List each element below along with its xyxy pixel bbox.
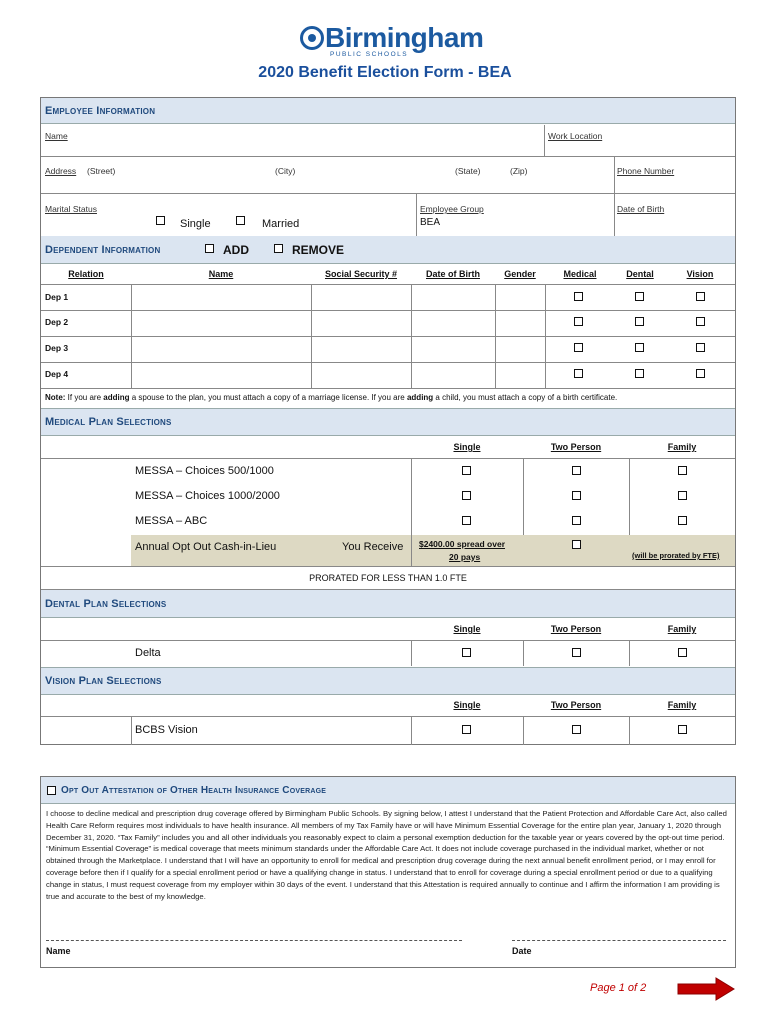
state-label: (State) (455, 166, 481, 176)
medical-plan-choices-500: MESSA – Choices 500/1000 (135, 465, 274, 477)
medical-section-heading: Medical Plan Selections (41, 408, 735, 436)
dep-2-dental-checkbox[interactable] (635, 317, 644, 326)
next-page-arrow-icon[interactable] (676, 976, 736, 1002)
seal-icon (300, 26, 324, 50)
dep-1-vision-checkbox[interactable] (696, 292, 705, 301)
choices-500-two-person-checkbox[interactable] (572, 466, 581, 475)
zip-label: (Zip) (510, 166, 528, 176)
married-label: Married (262, 218, 300, 230)
marital-status-label: Marital Status (45, 204, 97, 214)
dep-2-medical-checkbox[interactable] (574, 317, 583, 326)
delta-family-checkbox[interactable] (678, 648, 687, 657)
remove-label: REMOVE (292, 243, 345, 257)
dep-1-medical-checkbox[interactable] (574, 292, 583, 301)
single-label: Single (180, 218, 211, 230)
dep-4-label: Dep 4 (45, 369, 69, 379)
attestation-checkbox[interactable] (47, 786, 56, 795)
dep-4-medical-checkbox[interactable] (574, 369, 583, 378)
signature-name-label: Name (46, 946, 71, 956)
col-gender: Gender (504, 269, 536, 279)
vision-col-two: Two Person (550, 700, 602, 710)
date-of-birth-label: Date of Birth (617, 204, 665, 214)
employee-group-label: Employee Group (420, 204, 484, 214)
vision-col-family: Family (667, 700, 697, 710)
single-checkbox[interactable] (156, 216, 165, 225)
work-location-label: Work Location (548, 131, 603, 141)
date-signature-line[interactable] (512, 940, 726, 941)
name-signature-line[interactable] (46, 940, 462, 941)
medical-col-two: Two Person (550, 442, 602, 452)
dental-col-family: Family (667, 624, 697, 634)
abc-single-checkbox[interactable] (462, 516, 471, 525)
name-label: Name (45, 131, 68, 141)
page-number: Page 1 of 2 (590, 982, 647, 994)
vision-plan-bcbs: BCBS Vision (135, 724, 198, 736)
attestation-body: I choose to decline medical and prescription drug coverage offered by Birmingham Public Schools. By signing below, I attest I understand that the Patient Protection and Affordable Care Act, also called Health Care Reform requires most individuals to have health insurance. All members of my Tax Family have or will have Minimum Essential Coverage for the entire plan year, January 1, 2020 through December 31, 2020. “Tax Family” includes you and all other individuals you reasonably expect to claim a personal exemption deduction for the taxable year or years covered by the opt-out time period. “Minimum Essential Coverage” is medical coverage that meets minimum standards under the Affordable Care Act. It does not include coverage purchased in the individual market, whether or not obtained through the Marketplace. I understand that I will have an opportunity to enroll for medical and prescription drug coverage during the next annual benefit enrollment period, or I may enroll for coverage before then if I qualify for a special enrollment period or have a qualifying change in status. I understand that to enroll for coverage during a special enrollment period or due to a qualifying change in status, I must request coverage from my employer within 30 days of the event. I understand that this Attestation is required annually to continue and I affirm the information I am providing is true and accurate to the best of my knowledge. (46, 809, 727, 901)
dep-2-vision-checkbox[interactable] (696, 317, 705, 326)
dep-4-vision-checkbox[interactable] (696, 369, 705, 378)
medical-plan-abc: MESSA – ABC (135, 515, 208, 527)
prorated-footer: PRORATED FOR LESS THAN 1.0 FTE (309, 573, 467, 583)
employee-group-value[interactable]: BEA (420, 217, 441, 228)
dental-section-heading: Dental Plan Selections (41, 590, 735, 618)
logo-name: Birmingham (325, 22, 484, 53)
choices-500-single-checkbox[interactable] (462, 466, 471, 475)
dep-4-dental-checkbox[interactable] (635, 369, 644, 378)
logo (296, 22, 486, 60)
medical-col-family: Family (667, 442, 697, 452)
note-part-3: a child, you must attach a copy of a birth certificate. (433, 393, 618, 402)
dependent-note (45, 393, 617, 402)
add-checkbox[interactable] (205, 244, 214, 253)
city-label: (City) (275, 166, 296, 176)
opt-out-checkbox[interactable] (572, 540, 581, 549)
phone-label: Phone Number (617, 166, 675, 176)
choices-1000-two-person-checkbox[interactable] (572, 491, 581, 500)
dep-3-dental-checkbox[interactable] (635, 343, 644, 352)
col-medical: Medical (563, 269, 597, 279)
bcbs-two-person-checkbox[interactable] (572, 725, 581, 734)
vision-col-single: Single (453, 700, 481, 710)
opt-out-label: Annual Opt Out Cash-in-Lieu (135, 541, 277, 553)
attestation-heading-text: Opt Out Attestation of Other Health Insurance Coverage (61, 784, 327, 796)
medical-col-single: Single (453, 442, 481, 452)
abc-two-person-checkbox[interactable] (572, 516, 581, 525)
logo-tagline: PUBLIC SCHOOLS (330, 51, 409, 58)
note-bold-1: adding (103, 393, 130, 402)
medical-plan-choices-1000: MESSA – Choices 1000/2000 (135, 490, 280, 502)
note-prefix: Note: (45, 393, 66, 402)
bcbs-single-checkbox[interactable] (462, 725, 471, 734)
dep-3-medical-checkbox[interactable] (574, 343, 583, 352)
dental-col-two: Two Person (550, 624, 602, 634)
bcbs-family-checkbox[interactable] (678, 725, 687, 734)
you-receive-label: You Receive (342, 541, 404, 553)
attestation-heading (41, 777, 735, 804)
col-dental: Dental (626, 269, 654, 279)
opt-out-amount-line-2: 20 pays (449, 552, 481, 562)
dependent-heading-text: Dependent Information (45, 243, 161, 256)
note-bold-2: adding (406, 393, 434, 402)
dep-2-label: Dep 2 (45, 317, 69, 327)
street-label: (Street) (87, 166, 116, 176)
choices-1000-single-checkbox[interactable] (462, 491, 471, 500)
choices-1000-family-checkbox[interactable] (678, 491, 687, 500)
note-part-1: If you are (65, 393, 104, 402)
remove-checkbox[interactable] (274, 244, 283, 253)
note-part-2: a spouse to the plan, you must attach a copy of a marriage license. If you are (129, 393, 407, 402)
col-vision: Vision (686, 269, 714, 279)
abc-family-checkbox[interactable] (678, 516, 687, 525)
opt-out-amount-line-1: $2400.00 spread over (419, 539, 506, 549)
form-title: 2020 Benefit Election Form - BEA (258, 64, 512, 81)
employee-section-heading: Employee Information (41, 98, 735, 124)
dep-1-dental-checkbox[interactable] (635, 292, 644, 301)
dep-1-label: Dep 1 (45, 292, 69, 302)
col-name: Name (208, 269, 234, 279)
add-label: ADD (223, 243, 249, 257)
signature-date-label: Date (512, 946, 532, 956)
dental-plan-delta: Delta (135, 647, 161, 659)
choices-500-family-checkbox[interactable] (678, 466, 687, 475)
delta-single-checkbox[interactable] (462, 648, 471, 657)
dependent-section-heading (41, 236, 735, 264)
col-relation: Relation (68, 269, 104, 279)
prorated-note: (will be prorated by FTE) (632, 551, 720, 560)
dental-col-single: Single (453, 624, 481, 634)
col-dob: Date of Birth (426, 269, 480, 279)
address-label: Address (45, 166, 77, 176)
delta-two-person-checkbox[interactable] (572, 648, 581, 657)
col-ssn: Social Security # (324, 269, 398, 279)
dep-3-label: Dep 3 (45, 343, 69, 353)
married-checkbox[interactable] (236, 216, 245, 225)
vision-section-heading: Vision Plan Selections (41, 667, 735, 695)
dep-3-vision-checkbox[interactable] (696, 343, 705, 352)
